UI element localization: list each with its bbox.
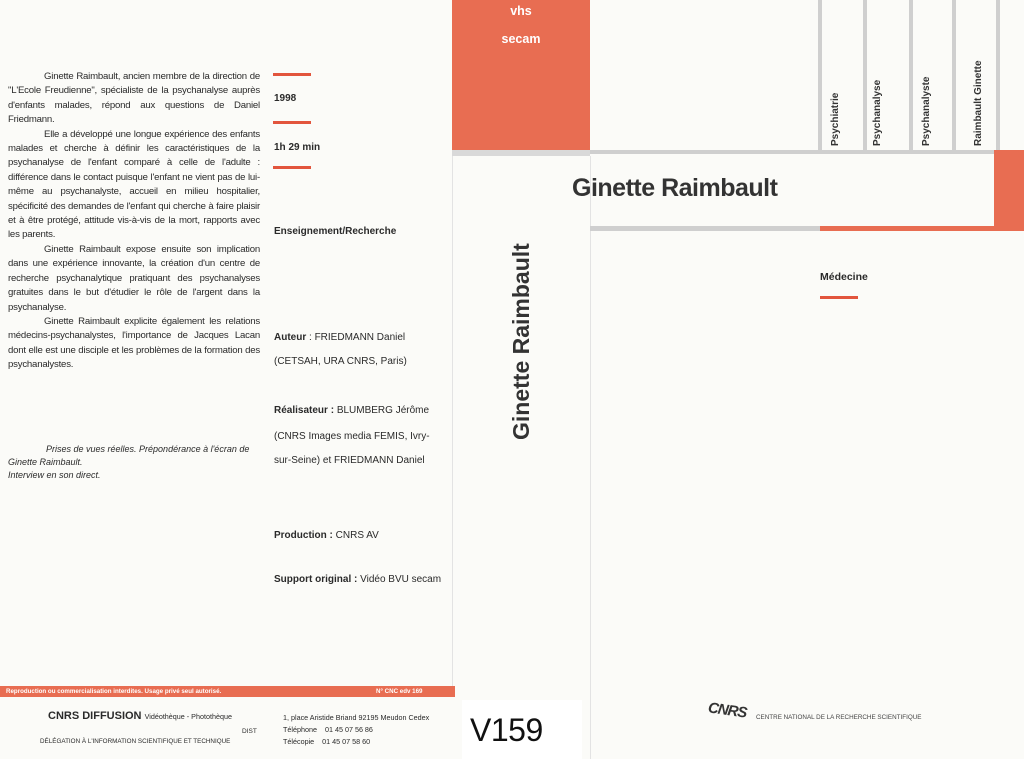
accent-rule [273, 121, 311, 124]
spine-rule [452, 150, 590, 156]
distributor [48, 710, 232, 722]
shooting-notes-line: Ginette Raimbault. [8, 457, 83, 467]
phone-number: 01 45 07 56 86 [324, 725, 373, 734]
keyword-divider [863, 0, 867, 152]
keyword-label: Psychanalyste [921, 76, 932, 146]
keyword-divider [909, 0, 913, 152]
production [274, 529, 379, 543]
spine-header-block [452, 0, 590, 150]
author-affiliation: (CETSAH, URA CNRS, Paris) [274, 356, 407, 367]
accent-tab [994, 150, 1024, 228]
spine-fold [590, 156, 591, 759]
keyword-divider [952, 0, 956, 152]
cover-title: Ginette Raimbault [572, 174, 778, 202]
discipline: Médecine [820, 271, 868, 283]
spine-fold [452, 156, 453, 686]
legal-notice: Reproduction ou commercialisation interdites. Usage privé seul autorisé. [6, 688, 222, 695]
cnc-number: N° CNC edv 169 [376, 688, 423, 695]
title-accent-rule [820, 226, 1024, 231]
catalog-code: V159 [470, 712, 543, 748]
fax-label: Télécopie [283, 737, 315, 746]
accent-rule [820, 296, 858, 299]
director-affiliation: (CNRS Images media FEMIS, Ivry- [274, 431, 430, 442]
address: 1, place Aristide Briand 92195 Meudon Cedex [283, 713, 430, 722]
accent-rule [273, 73, 311, 76]
format-label: vhs [510, 4, 532, 18]
support-label: Support original : [274, 574, 358, 585]
keyword-label: Raimbault Ginette [973, 60, 984, 146]
label-sticker [462, 700, 582, 759]
synopsis-paragraph: Elle a développé une longue expérience des enfants malades et cherche à définir les caractéristiques de la psychanalyse de l'enfant comparé à celle de l'adulte : différence dans le contact puisque l'enfant ne vient pas de lui-même au psychanalyste, accueil en milieu hospitalier, spécificité des demandes de l'enfant qui cherche à faire plaisir et à être protégé, attitude vis-à-vis de la mort, rapports avec les parents. [8, 128, 260, 241]
synopsis-paragraph: Ginette Raimbault, ancien membre de la direction de "L'Ecole Freudienne", spécialiste de la psychanalyse auprès d'enfants malades, répond aux questions de Daniel Friedmann. [8, 71, 260, 126]
keyword-label: Psychanalyse [872, 79, 883, 146]
distributor-subtitle: Vidéothèque - Photothèque [144, 712, 232, 721]
original-support [274, 573, 441, 587]
duration: 1h 29 min [274, 142, 321, 153]
keyword-divider [818, 0, 822, 152]
author-label: Auteur [274, 332, 307, 343]
category: Enseignement/Recherche [274, 226, 397, 237]
director [274, 404, 429, 418]
fax [283, 736, 370, 747]
shooting-notes-line: Prises de vues réelles. Prépondérance à l'écran de [46, 444, 250, 454]
fax-number: 01 45 07 58 60 [322, 737, 371, 746]
keyword-divider [996, 0, 1000, 152]
header-rule [590, 150, 994, 154]
director-label: Réalisateur : [274, 405, 335, 416]
shooting-notes [8, 443, 263, 482]
distributor-name: CNRS DIFFUSION [48, 710, 142, 722]
author-value: : FRIEDMANN Daniel [309, 332, 406, 343]
title-rule [590, 226, 820, 231]
support-value: Vidéo BVU secam [360, 574, 442, 585]
keyword-label: Psychiatrie [830, 92, 841, 146]
phone [283, 724, 373, 735]
year: 1998 [274, 93, 297, 104]
production-label: Production : [274, 530, 333, 541]
accent-rule [273, 166, 311, 169]
cnrs-logo: CNRS [707, 699, 748, 722]
standard-label: secam [501, 32, 541, 46]
synopsis [8, 70, 260, 373]
spine-title: Ginette Raimbault [508, 243, 534, 440]
production-value: CNRS AV [335, 530, 379, 541]
legal-notice-bar [0, 686, 455, 697]
author [274, 331, 405, 345]
synopsis-paragraph: Ginette Raimbault explicite également les relations médecins-psychanalystes, l'importance de Jacques Lacan dont elle est une disciple et les problèmes de la formation des psychanalystes. [8, 315, 260, 371]
synopsis-paragraph: Ginette Raimbault expose ensuite son implication dans une expérience innovante, la création d'un centre de recherche psychanalytique pratiquant des psychanalyses gratuites dans le but d'étudier le rôle de l'argent dans la psychanalyse. [8, 243, 260, 313]
phone-label: Téléphone [283, 725, 317, 734]
dist-label: DIST [242, 728, 257, 735]
director-affiliation: sur-Seine) et FRIEDMANN Daniel [274, 455, 425, 466]
organization-name: CENTRE NATIONAL DE LA RECHERCHE SCIENTIFIQUE [756, 714, 922, 721]
shooting-notes-line: Interview en son direct. [8, 470, 101, 480]
delegation: DÉLÉGATION À L'INFORMATION SCIENTIFIQUE ET TECHNIQUE [40, 738, 231, 745]
director-value: BLUMBERG Jérôme [336, 405, 430, 416]
